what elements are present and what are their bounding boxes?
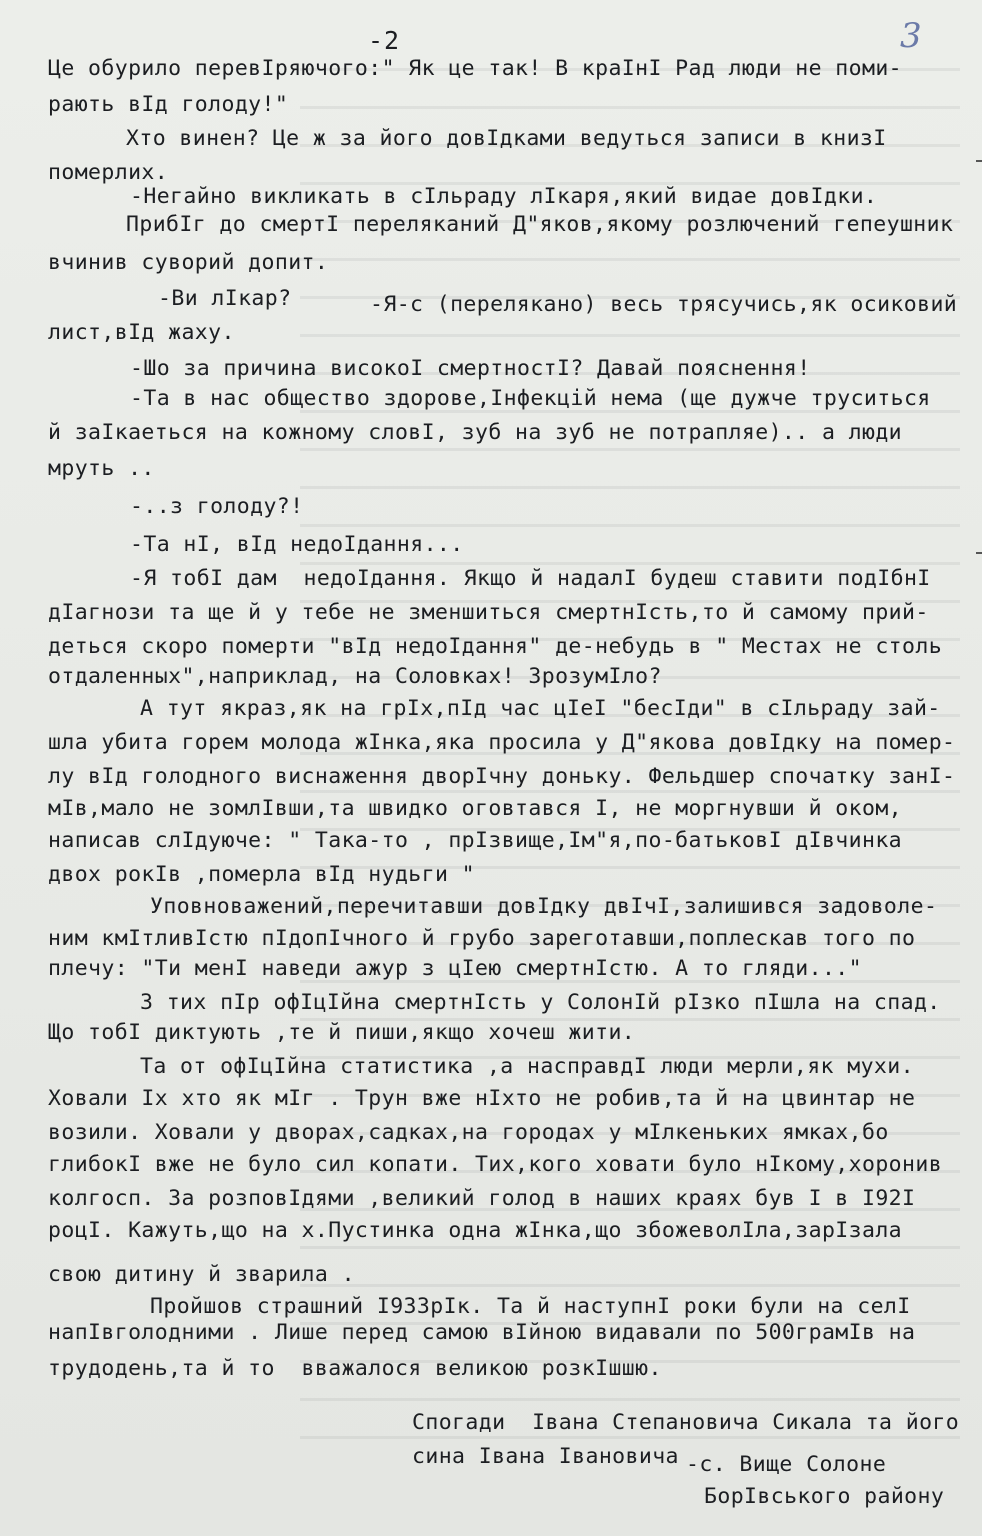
edge-mark — [976, 552, 982, 554]
text-line: А тут якраз,як на грIх,пIд час цIеI "бесIди" в сIльраду зай- — [140, 696, 941, 721]
text-line: -Ви лIкар? — [158, 286, 292, 311]
text-line: -Та в нас общество здорове,Iнфекцiй нема (ще дужче труситься — [130, 386, 931, 411]
text-line: Ховали Iх хто як мIг . Трун вже нIхто не робив,та й на цвинтар не — [48, 1086, 916, 1111]
text-line: дIагнози та ще й у тебе не зменшиться смертнIсть,то й самому прий- — [48, 600, 929, 625]
text-line: рають вIд голоду!" — [48, 92, 289, 117]
text-line: Та от офIцIйна статистика ,а насправдI люди мерли,як мухи. — [140, 1054, 914, 1079]
text-line: свою дитину й зварила . — [48, 1262, 355, 1287]
text-line: Це обурило перевIряючого:" Як це так! В краIнI Рад люди не поми- — [48, 56, 903, 81]
page-number: -2 — [368, 26, 401, 55]
text-line: Що тобI диктують ,те й пиши,якщо хочеш жити. — [48, 1020, 636, 1045]
text-line: напIвголодними . Лише перед самою вIйною видавали по 500грамIв на — [48, 1320, 916, 1345]
text-line: плечу: "Ти менI наведи ажур з цIею смертнIстю. А то гляди..." — [48, 956, 862, 981]
text-line: колгосп. За розповIдями ,великий голод в наших краях був I в I92I — [48, 1186, 916, 1211]
text-line: ПрибIг до смертI переляканий Д"яков,якому розлючений гепеушник — [126, 212, 954, 237]
text-line: отдаленных",наприклад, на Соловках! ЗрозумIло? — [48, 664, 662, 689]
handwritten-page-number: 3 — [900, 16, 922, 56]
text-line: Хто винен? Це ж за його довIдками ведуться записи в книзI — [126, 126, 887, 151]
text-line: ним кмIтливIстю пIдопIчного й грубо зареготавши,поплескав того по — [48, 926, 916, 951]
text-line: З тих пIр офIцIйна смертнIсть у СолонIй рIзко пIшла на спад. — [140, 990, 941, 1015]
text-line: -..з голоду?! — [130, 494, 304, 519]
text-line: померлих. — [48, 160, 169, 185]
text-line: лист,вIд жаху. — [48, 320, 235, 345]
text-line: глибокI вже не було сил копати. Тих,кого ховати було нIкому,хоронив — [48, 1152, 943, 1177]
text-line: двох рокIв ,померла вIд нудьги " — [48, 862, 476, 887]
signature-place: -с. Вище Солоне — [686, 1452, 887, 1477]
text-line: шла убита горем молода жIнка,яка просила у Д"якова довIдку на помер- — [48, 730, 956, 755]
text-line: вчинив суворий допит. — [48, 250, 329, 275]
text-line: мруть .. — [48, 456, 155, 481]
signature-line: сина Iвана Івановича — [412, 1444, 679, 1469]
text-line: возили. Ховали у дворах,садках,на городах у мIлкеньких ямках,бо — [48, 1120, 889, 1145]
text-line: -Я тобI дам недоIдання. Якщо й надалI будеш ставити подIбнI — [130, 566, 931, 591]
text-line: написав слIдуюче: " Така-то , прIзвище,Iм"я,по-батьковI дIвчинка — [48, 828, 903, 853]
text-line: лу вIд голодного виснаження дворIчну доньку. Фельдшер спочатку занI- — [48, 764, 956, 789]
text-line: Пройшов страшний I933рIк. Та й наступнI роки були на селI — [150, 1294, 911, 1319]
signature-district: БорIвського району — [704, 1484, 945, 1509]
text-line: й заIкаеться на кожному словI, зуб на зуб не потрапляе).. а люди — [48, 420, 903, 445]
text-line: -Шо за причина високоI смертностI? Давай пояснення! — [130, 356, 811, 381]
text-line: -Негайно викликать в сIльраду лIкаря,який видае довIдки. — [130, 184, 878, 209]
signature-line: Спогади Iвана Степановича Сикала та його — [412, 1410, 960, 1435]
text-line: -Та нI, вIд недоIдання... — [130, 532, 464, 557]
text-line: деться скоро померти "вIд недоIдання" де-небудь в " Местах не столь — [48, 634, 943, 659]
text-line: Уповноважений,перечитавши довIдку двIчI,залишився задоволе- — [150, 894, 938, 919]
text-line: трудодень,та й то вважалося великою розкIшшю. — [48, 1356, 662, 1381]
text-line: -Я-с (перелякано) весь трясучись,як осиковий — [370, 292, 958, 317]
text-line: мIв,мало не зомлIвши,та швидко оговтався I, не моргнувши й оком, — [48, 796, 903, 821]
text-line: роцI. Кажуть,що на х.Пустинка одна жIнка,що збожеволIла,зарIзала — [48, 1218, 903, 1243]
edge-mark — [976, 160, 982, 162]
